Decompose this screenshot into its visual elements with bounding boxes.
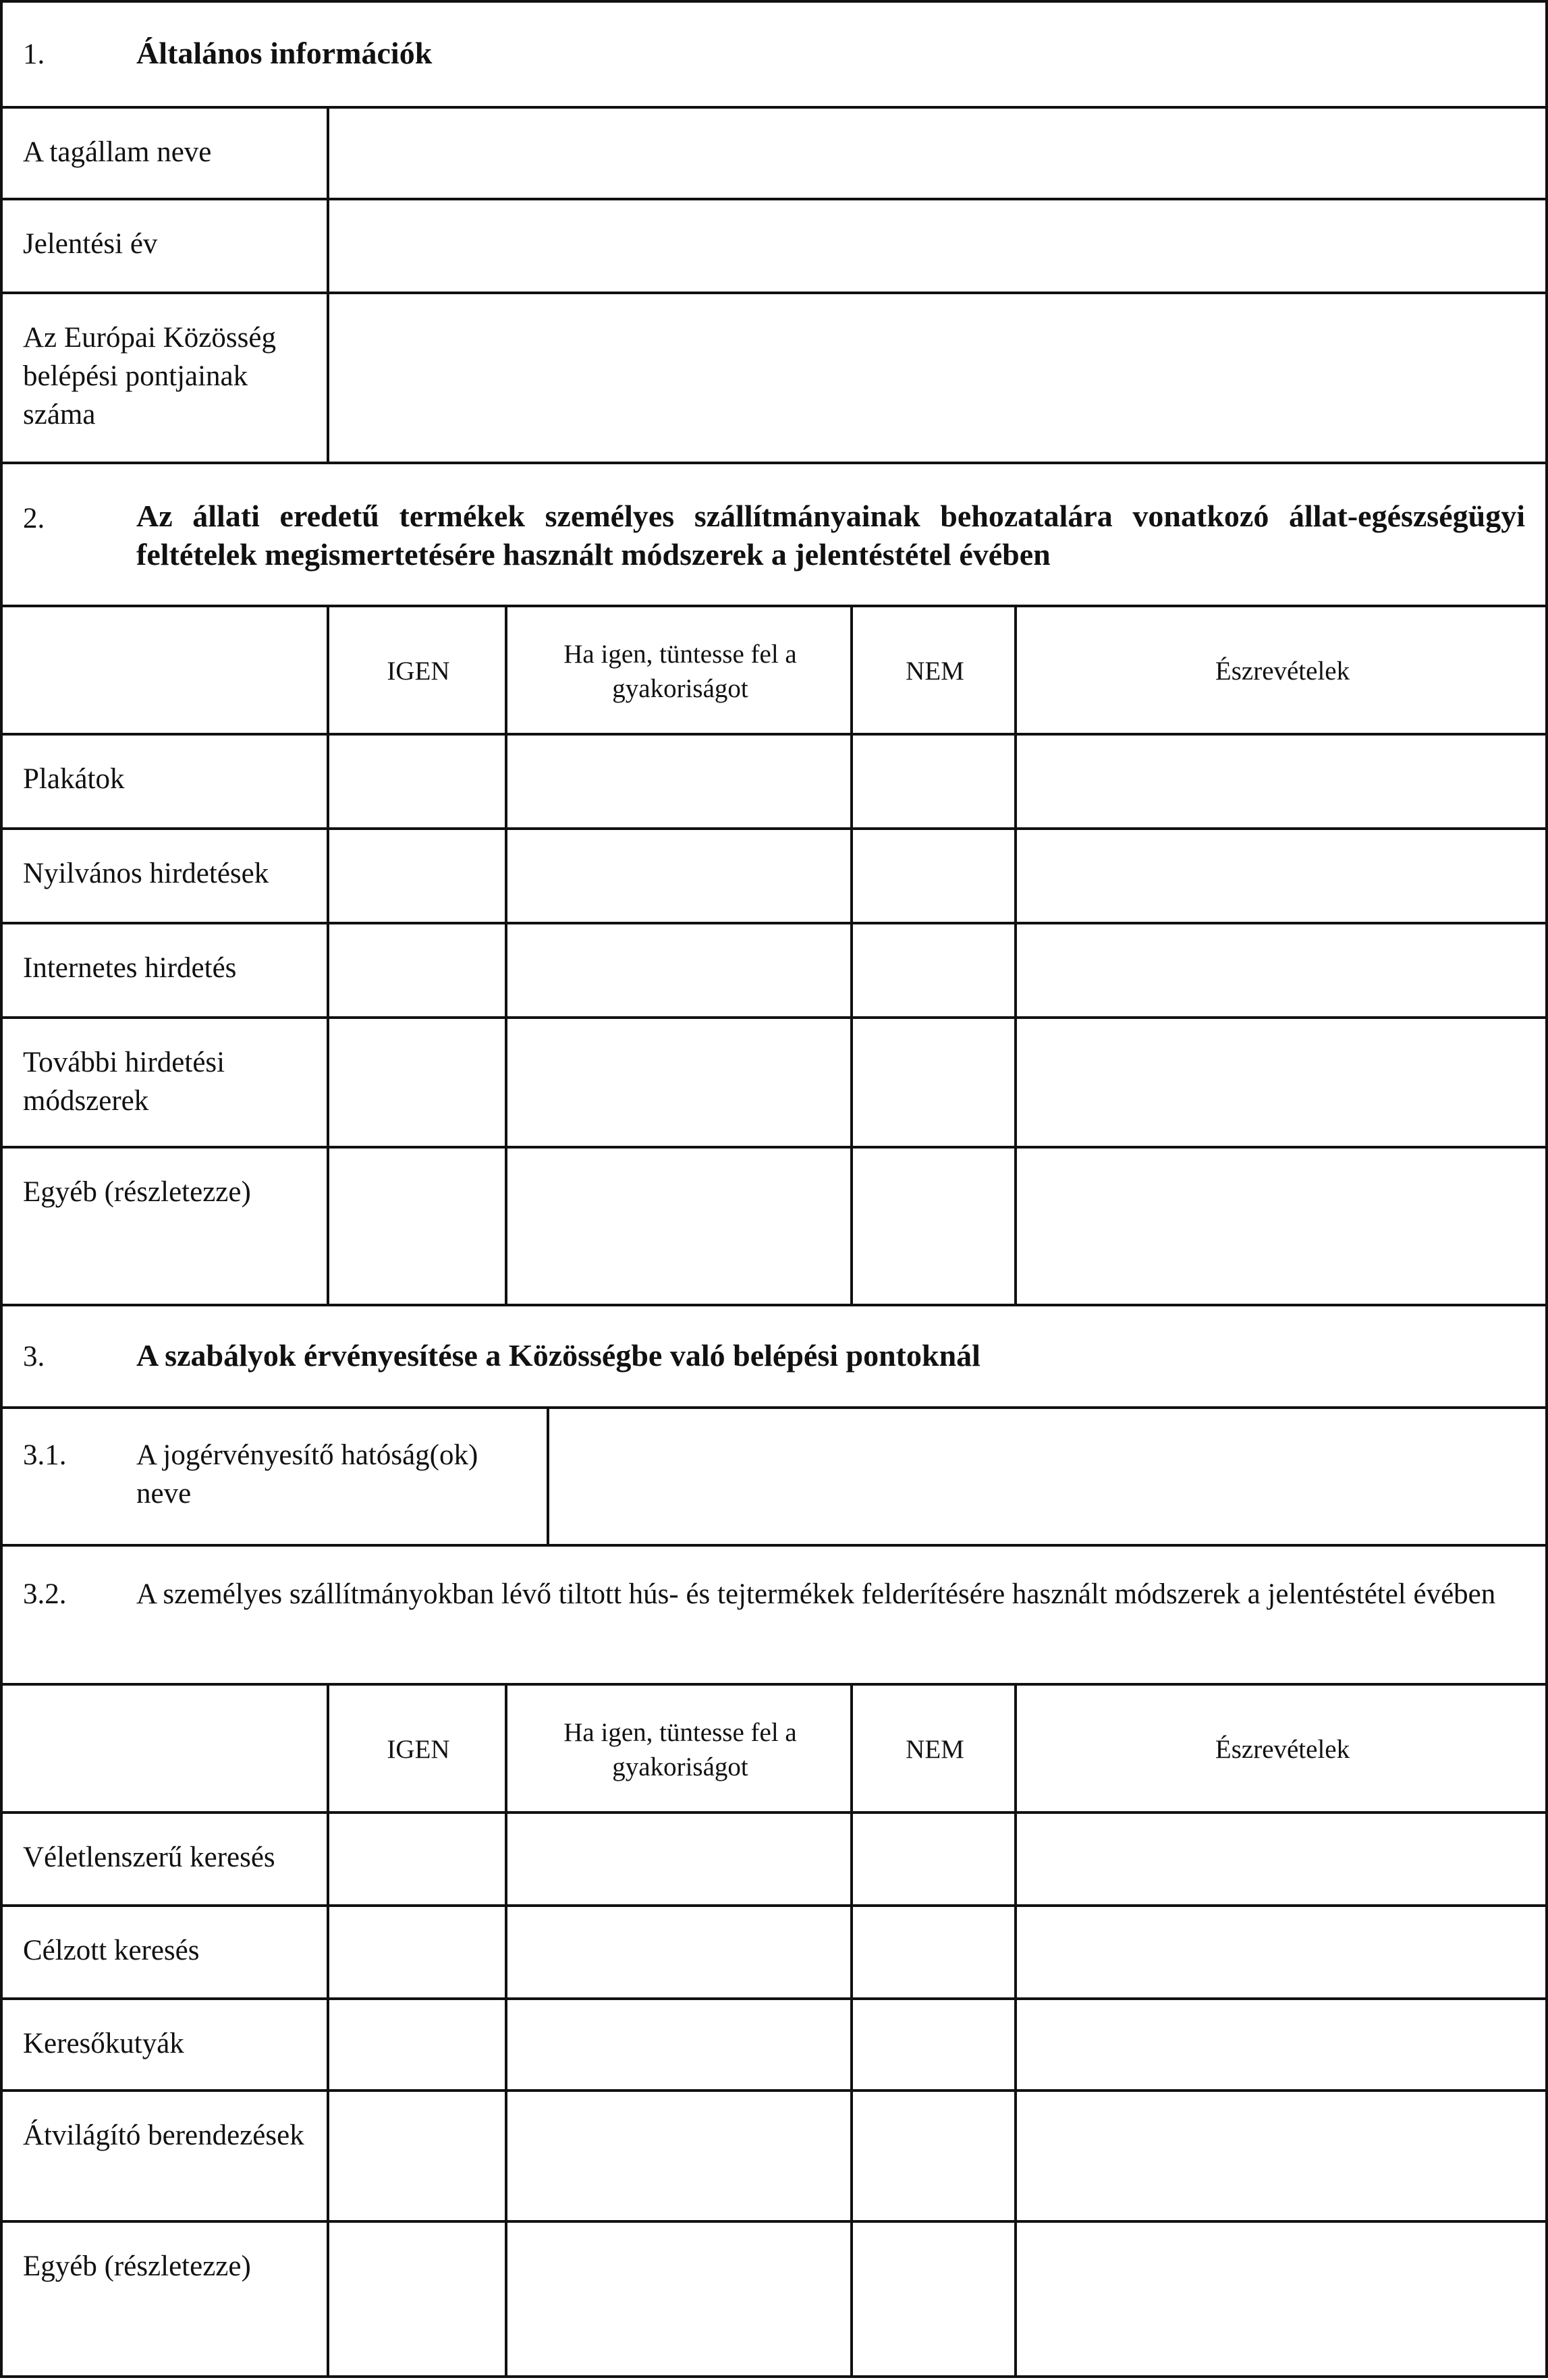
column-header-label: NEM	[906, 657, 964, 686]
row-label-internet-ads: Internetes hirdetés	[23, 952, 237, 984]
nem-checkbox-cell[interactable]	[850, 1146, 1017, 1306]
column-header-2	[505, 605, 853, 736]
column-header-1	[327, 1683, 507, 1814]
info-value-field[interactable]	[327, 106, 1548, 200]
row-label-cell	[0, 2089, 329, 2223]
column-header-2	[505, 1683, 853, 1814]
section-title: Az állati eredetű termékek személyes szállítmányainak behozatalára vonatkozó állat-egészségügyi feltételek megismertetésére használt módszerek a jelentéstétel évében	[136, 499, 1525, 572]
subsection-number: 3.1.	[23, 1439, 67, 1471]
info-label-cell	[0, 198, 329, 294]
nem-checkbox-cell[interactable]	[850, 1997, 1017, 2092]
igen-checkbox-cell[interactable]	[327, 1146, 507, 1306]
nem-checkbox-cell[interactable]	[850, 1904, 1017, 2000]
row-label-cell	[0, 1904, 329, 2000]
frequency-input-cell[interactable]	[505, 1997, 853, 2092]
column-header-4	[1014, 605, 1548, 736]
remarks-input-cell[interactable]	[1014, 1811, 1548, 1907]
section-number: 2.	[23, 503, 45, 534]
row-label-other: Egyéb (részletezze)	[23, 2250, 251, 2282]
igen-checkbox-cell[interactable]	[327, 1997, 507, 2092]
subsection-3-2-header	[0, 1544, 1548, 1686]
frequency-input-cell[interactable]	[505, 1016, 853, 1149]
row-label-cell	[0, 1811, 329, 1907]
remarks-input-cell[interactable]	[1014, 922, 1548, 1019]
row-label-public-ads: Nyilvános hirdetések	[23, 858, 269, 889]
row-label-posters: Plakátok	[23, 763, 125, 795]
section-title: Általános információk	[136, 36, 433, 70]
subsection-title: A személyes szállítmányokban lévő tiltott hús- és tejtermékek felderítésére használt módszerek a jelentéstétel évében	[136, 1578, 1496, 1610]
nem-checkbox-cell[interactable]	[850, 1016, 1017, 1149]
frequency-input-cell[interactable]	[505, 1811, 853, 1907]
info-label: Az Európai Közösség belépési pontjainak száma	[23, 322, 276, 431]
remarks-input-cell[interactable]	[1014, 827, 1548, 924]
column-header-label: Észrevételek	[1215, 1735, 1350, 1764]
info-label-cell	[0, 292, 329, 464]
row-label-cell	[0, 2220, 329, 2378]
column-header-3	[850, 1683, 1017, 1814]
remarks-input-cell[interactable]	[1014, 1997, 1548, 2092]
igen-checkbox-cell[interactable]	[327, 827, 507, 924]
info-value-field[interactable]	[327, 198, 1548, 294]
section-number: 3.	[23, 1341, 45, 1373]
igen-checkbox-cell[interactable]	[327, 1811, 507, 1907]
info-label: A tagállam neve	[23, 136, 212, 168]
row-label-targeted-search: Célzott keresés	[23, 1935, 200, 1966]
row-label-sniffer-dogs: Keresőkutyák	[23, 2028, 184, 2059]
frequency-input-cell[interactable]	[505, 733, 853, 830]
row-label-other: Egyéb (részletezze)	[23, 1176, 251, 1208]
remarks-input-cell[interactable]	[1014, 733, 1548, 830]
section2-corner-cell	[0, 605, 329, 736]
igen-checkbox-cell[interactable]	[327, 733, 507, 830]
row-label-cell	[0, 1997, 329, 2092]
frequency-input-cell[interactable]	[505, 2089, 853, 2223]
column-header-label: Ha igen, tüntesse fel a gyakoriságot	[563, 1718, 797, 1781]
section3.sub2-corner-cell	[0, 1683, 329, 1814]
row-label-scanners: Átvilágító berendezések	[23, 2120, 304, 2151]
section-2-header	[0, 462, 1548, 607]
remarks-input-cell[interactable]	[1014, 2089, 1548, 2223]
nem-checkbox-cell[interactable]	[850, 1811, 1017, 1907]
section-title: A szabályok érvényesítése a Közösségbe való belépési pontoknál	[136, 1338, 980, 1373]
row-label-cell	[0, 733, 329, 830]
section-3-header	[0, 1304, 1548, 1409]
row-label-cell	[0, 1016, 329, 1149]
column-header-label: Észrevételek	[1215, 657, 1350, 686]
row-label-cell	[0, 827, 329, 924]
column-header-3	[850, 605, 1017, 736]
nem-checkbox-cell[interactable]	[850, 2220, 1017, 2378]
row-label-other-ad-methods: További hirdetési módszerek	[23, 1047, 225, 1117]
column-header-label: IGEN	[387, 657, 450, 686]
remarks-input-cell[interactable]	[1014, 1016, 1548, 1149]
row-label-random-search: Véletlenszerű keresés	[23, 1842, 275, 1873]
frequency-input-cell[interactable]	[505, 1146, 853, 1306]
authority-name-field[interactable]	[547, 1406, 1548, 1547]
frequency-input-cell[interactable]	[505, 827, 853, 924]
subsection-3-1-label-cell	[0, 1406, 549, 1547]
subsection-number: 3.2.	[23, 1578, 67, 1610]
column-header-label: IGEN	[387, 1735, 450, 1764]
igen-checkbox-cell[interactable]	[327, 1904, 507, 2000]
remarks-input-cell[interactable]	[1014, 1146, 1548, 1306]
nem-checkbox-cell[interactable]	[850, 2089, 1017, 2223]
column-header-label: Ha igen, tüntesse fel a gyakoriságot	[563, 640, 797, 703]
info-label-cell	[0, 106, 329, 200]
frequency-input-cell[interactable]	[505, 2220, 853, 2378]
nem-checkbox-cell[interactable]	[850, 922, 1017, 1019]
subsection-label: A jogérvényesítő hatóság(ok) neve	[136, 1439, 478, 1510]
nem-checkbox-cell[interactable]	[850, 733, 1017, 830]
column-header-1	[327, 605, 507, 736]
info-value-field[interactable]	[327, 292, 1548, 464]
remarks-input-cell[interactable]	[1014, 1904, 1548, 2000]
frequency-input-cell[interactable]	[505, 922, 853, 1019]
remarks-input-cell[interactable]	[1014, 2220, 1548, 2378]
section-1-header	[0, 0, 1548, 109]
igen-checkbox-cell[interactable]	[327, 2089, 507, 2223]
igen-checkbox-cell[interactable]	[327, 1016, 507, 1149]
frequency-input-cell[interactable]	[505, 1904, 853, 2000]
column-header-label: NEM	[906, 1735, 964, 1764]
igen-checkbox-cell[interactable]	[327, 922, 507, 1019]
nem-checkbox-cell[interactable]	[850, 827, 1017, 924]
column-header-4	[1014, 1683, 1548, 1814]
row-label-cell	[0, 1146, 329, 1306]
igen-checkbox-cell[interactable]	[327, 2220, 507, 2378]
info-label: Jelentési év	[23, 228, 158, 260]
section-number: 1.	[23, 38, 45, 70]
row-label-cell	[0, 922, 329, 1019]
